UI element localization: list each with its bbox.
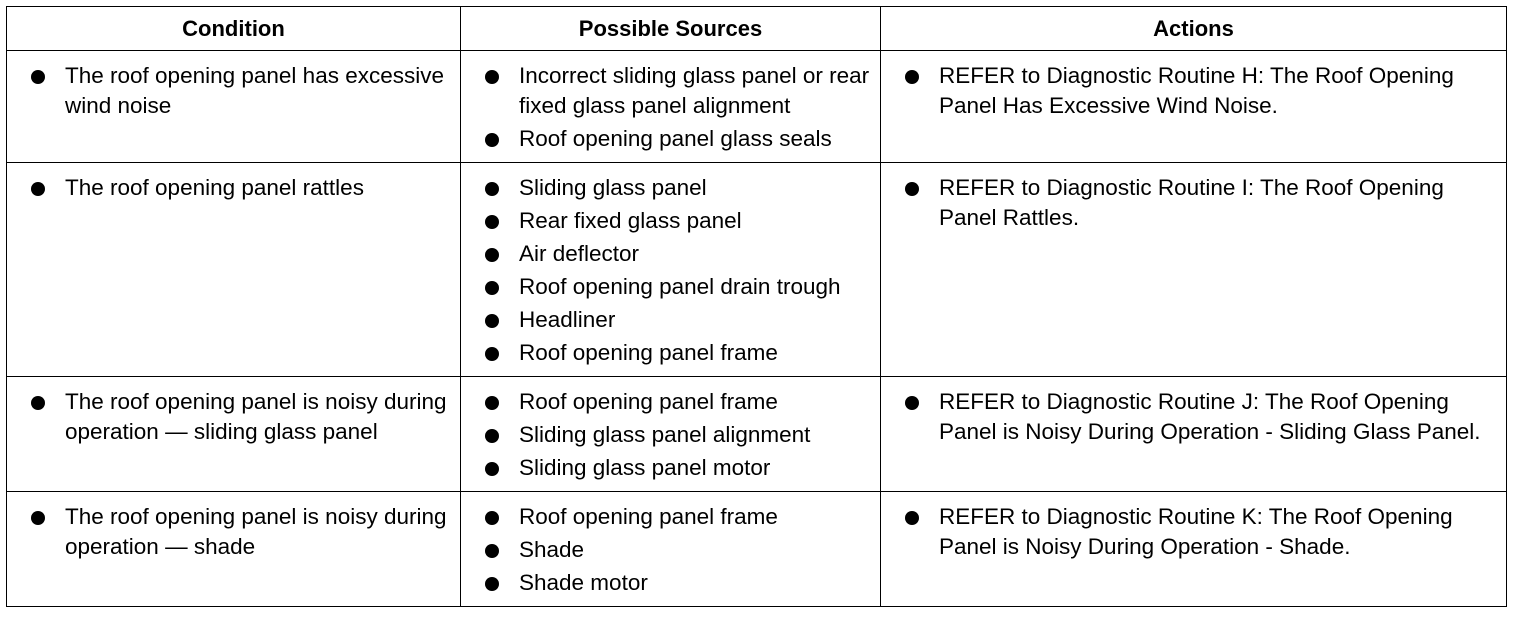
actions-cell: [881, 492, 1507, 607]
source-text: Sliding glass panel: [519, 175, 707, 200]
list-item: [485, 61, 874, 121]
action-text: REFER to Diagnostic Routine I: The Roof Opening Panel Rattles.: [939, 175, 1444, 230]
list-item: [905, 61, 1500, 121]
sources-cell: [461, 51, 881, 163]
bullet-icon: [31, 396, 45, 410]
list-item: [485, 502, 874, 532]
table-row: [7, 163, 1507, 377]
list-item: [31, 61, 454, 121]
list-item: [485, 272, 874, 302]
bullet-icon: [905, 511, 919, 525]
bullet-icon: [485, 314, 499, 328]
sources-list: [485, 173, 874, 368]
table-row: [7, 377, 1507, 492]
list-item: [485, 420, 874, 450]
header-possible-sources: Possible Sources: [461, 7, 881, 51]
source-text: Roof opening panel drain trough: [519, 274, 841, 299]
condition-list: [31, 173, 454, 203]
table-row: [7, 51, 1507, 163]
action-text: REFER to Diagnostic Routine J: The Roof Opening Panel is Noisy During Operation - Sliding Glass Panel.: [939, 389, 1481, 444]
list-item: [485, 239, 874, 269]
source-text: Air deflector: [519, 241, 640, 266]
bullet-icon: [485, 70, 499, 84]
list-item: [485, 453, 874, 483]
condition-cell: [7, 492, 461, 607]
list-item: [31, 502, 454, 562]
actions-cell: [881, 377, 1507, 492]
condition-text: The roof opening panel is noisy during operation — shade: [65, 504, 447, 559]
source-text: Roof opening panel glass seals: [519, 126, 832, 151]
source-text: Roof opening panel frame: [519, 389, 778, 414]
sources-cell: [461, 492, 881, 607]
bullet-icon: [485, 396, 499, 410]
header-condition: Condition: [7, 7, 461, 51]
table-row: [7, 492, 1507, 607]
source-text: Shade motor: [519, 570, 648, 595]
bullet-icon: [485, 511, 499, 525]
bullet-icon: [485, 215, 499, 229]
condition-text: The roof opening panel rattles: [65, 175, 364, 200]
sources-list: [485, 61, 874, 154]
condition-list: [31, 502, 454, 562]
actions-cell: [881, 163, 1507, 377]
list-item: [485, 387, 874, 417]
actions-list: [905, 173, 1500, 233]
condition-list: [31, 387, 454, 447]
list-item: [905, 502, 1500, 562]
actions-list: [905, 61, 1500, 121]
list-item: [485, 124, 874, 154]
symptom-chart-table: [6, 6, 1507, 607]
bullet-icon: [905, 70, 919, 84]
list-item: [485, 568, 874, 598]
bullet-icon: [485, 133, 499, 147]
bullet-icon: [905, 182, 919, 196]
bullet-icon: [905, 396, 919, 410]
source-text: Incorrect sliding glass panel or rear fixed glass panel alignment: [519, 63, 870, 118]
source-text: Sliding glass panel motor: [519, 455, 771, 480]
actions-cell: [881, 51, 1507, 163]
list-item: [31, 173, 454, 203]
bullet-icon: [485, 462, 499, 476]
header-actions: Actions: [881, 7, 1507, 51]
sources-cell: [461, 377, 881, 492]
source-text: Shade: [519, 537, 585, 562]
bullet-icon: [485, 281, 499, 295]
source-text: Headliner: [519, 307, 616, 332]
bullet-icon: [485, 182, 499, 196]
bullet-icon: [485, 544, 499, 558]
list-item: [485, 206, 874, 236]
source-text: Sliding glass panel alignment: [519, 422, 811, 447]
bullet-icon: [31, 511, 45, 525]
bullet-icon: [485, 347, 499, 361]
list-item: [31, 387, 454, 447]
actions-list: [905, 387, 1500, 447]
source-text: Rear fixed glass panel: [519, 208, 742, 233]
list-item: [905, 173, 1500, 233]
condition-list: [31, 61, 454, 121]
list-item: [905, 387, 1500, 447]
sources-list: [485, 502, 874, 598]
source-text: Roof opening panel frame: [519, 340, 778, 365]
condition-cell: [7, 377, 461, 492]
bullet-icon: [31, 182, 45, 196]
action-text: REFER to Diagnostic Routine K: The Roof Opening Panel is Noisy During Operation - Shade.: [939, 504, 1453, 559]
bullet-icon: [485, 429, 499, 443]
source-text: Roof opening panel frame: [519, 504, 778, 529]
condition-cell: [7, 51, 461, 163]
actions-list: [905, 502, 1500, 562]
sources-list: [485, 387, 874, 483]
list-item: [485, 173, 874, 203]
list-item: [485, 305, 874, 335]
condition-text: The roof opening panel is noisy during operation — sliding glass panel: [65, 389, 447, 444]
condition-text: The roof opening panel has excessive wind noise: [65, 63, 444, 118]
list-item: [485, 338, 874, 368]
header-row: [7, 7, 1507, 51]
condition-cell: [7, 163, 461, 377]
bullet-icon: [31, 70, 45, 84]
bullet-icon: [485, 577, 499, 591]
action-text: REFER to Diagnostic Routine H: The Roof Opening Panel Has Excessive Wind Noise.: [939, 63, 1454, 118]
list-item: [485, 535, 874, 565]
bullet-icon: [485, 248, 499, 262]
sources-cell: [461, 163, 881, 377]
